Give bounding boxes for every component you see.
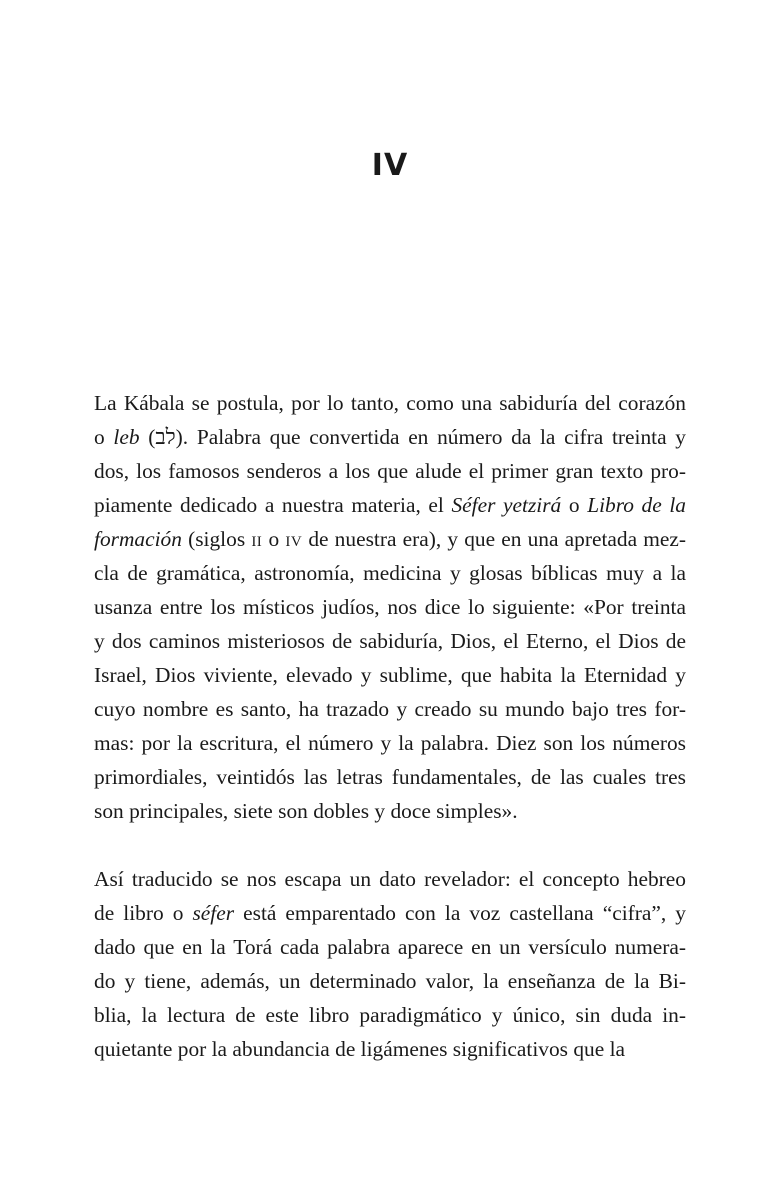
text-run: y dos caminos misteriosos de sabiduría, Dios, el Eterno, el Dios de [94,629,686,653]
paragraph [94,862,686,1066]
text-line [94,964,686,998]
text-run: son principales, siete son dobles y doce simples». [94,799,518,823]
text-run: de nuestra era), y que en una apretada mez- [302,527,687,551]
text-run: cla de gramática, astronomía, medicina y glosas bíblicas muy a la [94,561,686,585]
text-run: dado que en la Torá cada palabra aparece en un versículo numera- [94,935,686,959]
text-run: Así traducido se nos escapa un dato revelador: el concepto hebreo [94,867,686,891]
text-line [94,454,686,488]
text-run: do y tiene, además, un determinado valor, la enseñanza de la Bi- [94,969,686,993]
text-run: usanza entre los místicos judíos, nos dice lo siguiente: «Por treinta [94,595,686,619]
text-run: o [94,425,114,449]
text-line [94,1032,686,1066]
text-run: está emparentado con la voz castellana “cifra”, y [234,901,686,925]
text-run: o [561,493,588,517]
text-run: piamente dedicado a nuestra materia, el [94,493,452,517]
text-line [94,590,686,624]
paragraph [94,386,686,828]
text-line [94,522,686,556]
roman-numeral: II [251,534,263,550]
text-run: Israel, Dios viviente, elevado y sublime, que habita la Eternidad y [94,663,686,687]
roman-numeral: IV [285,534,303,550]
text-line [94,794,686,828]
text-line [94,760,686,794]
text-line [94,930,686,964]
text-line [94,692,686,726]
text-line [94,386,686,420]
text-run: (siglos [181,527,252,551]
text-run: mas: por la escritura, el número y la palabra. Diez son los números [94,731,686,755]
text-run: o [262,527,286,551]
text-line [94,488,686,522]
text-run: de libro o [94,901,193,925]
text-run: La Kábala se postula, por lo tanto, como una sabiduría del corazón [94,391,686,415]
text-line [94,896,686,930]
italic-term: Libro de la [587,493,686,517]
italic-term: séfer [192,901,235,925]
italic-term: Séfer yetzirá [451,493,562,517]
text-line [94,862,686,896]
text-line [94,624,686,658]
italic-term: leb [113,425,140,449]
text-run: (לב). Palabra que convertida en número da la cifra treinta y [139,425,686,449]
text-line [94,420,686,454]
text-line [94,998,686,1032]
italic-term: formación [94,527,182,551]
text-run: primordiales, veintidós las letras fundamentales, de las cuales tres [94,765,686,789]
chapter-number: IV [371,148,409,183]
text-run: dos, los famosos senderos a los que alude el primer gran texto pro- [94,459,686,483]
text-line [94,556,686,590]
text-run: blia, la lectura de este libro paradigmático y único, sin duda in- [94,1003,686,1027]
text-run: quietante por la abundancia de ligámenes significativos que la [94,1037,626,1061]
text-line [94,726,686,760]
text-run: cuyo nombre es santo, ha trazado y creado su mundo bajo tres for- [94,697,686,721]
text-line [94,658,686,692]
